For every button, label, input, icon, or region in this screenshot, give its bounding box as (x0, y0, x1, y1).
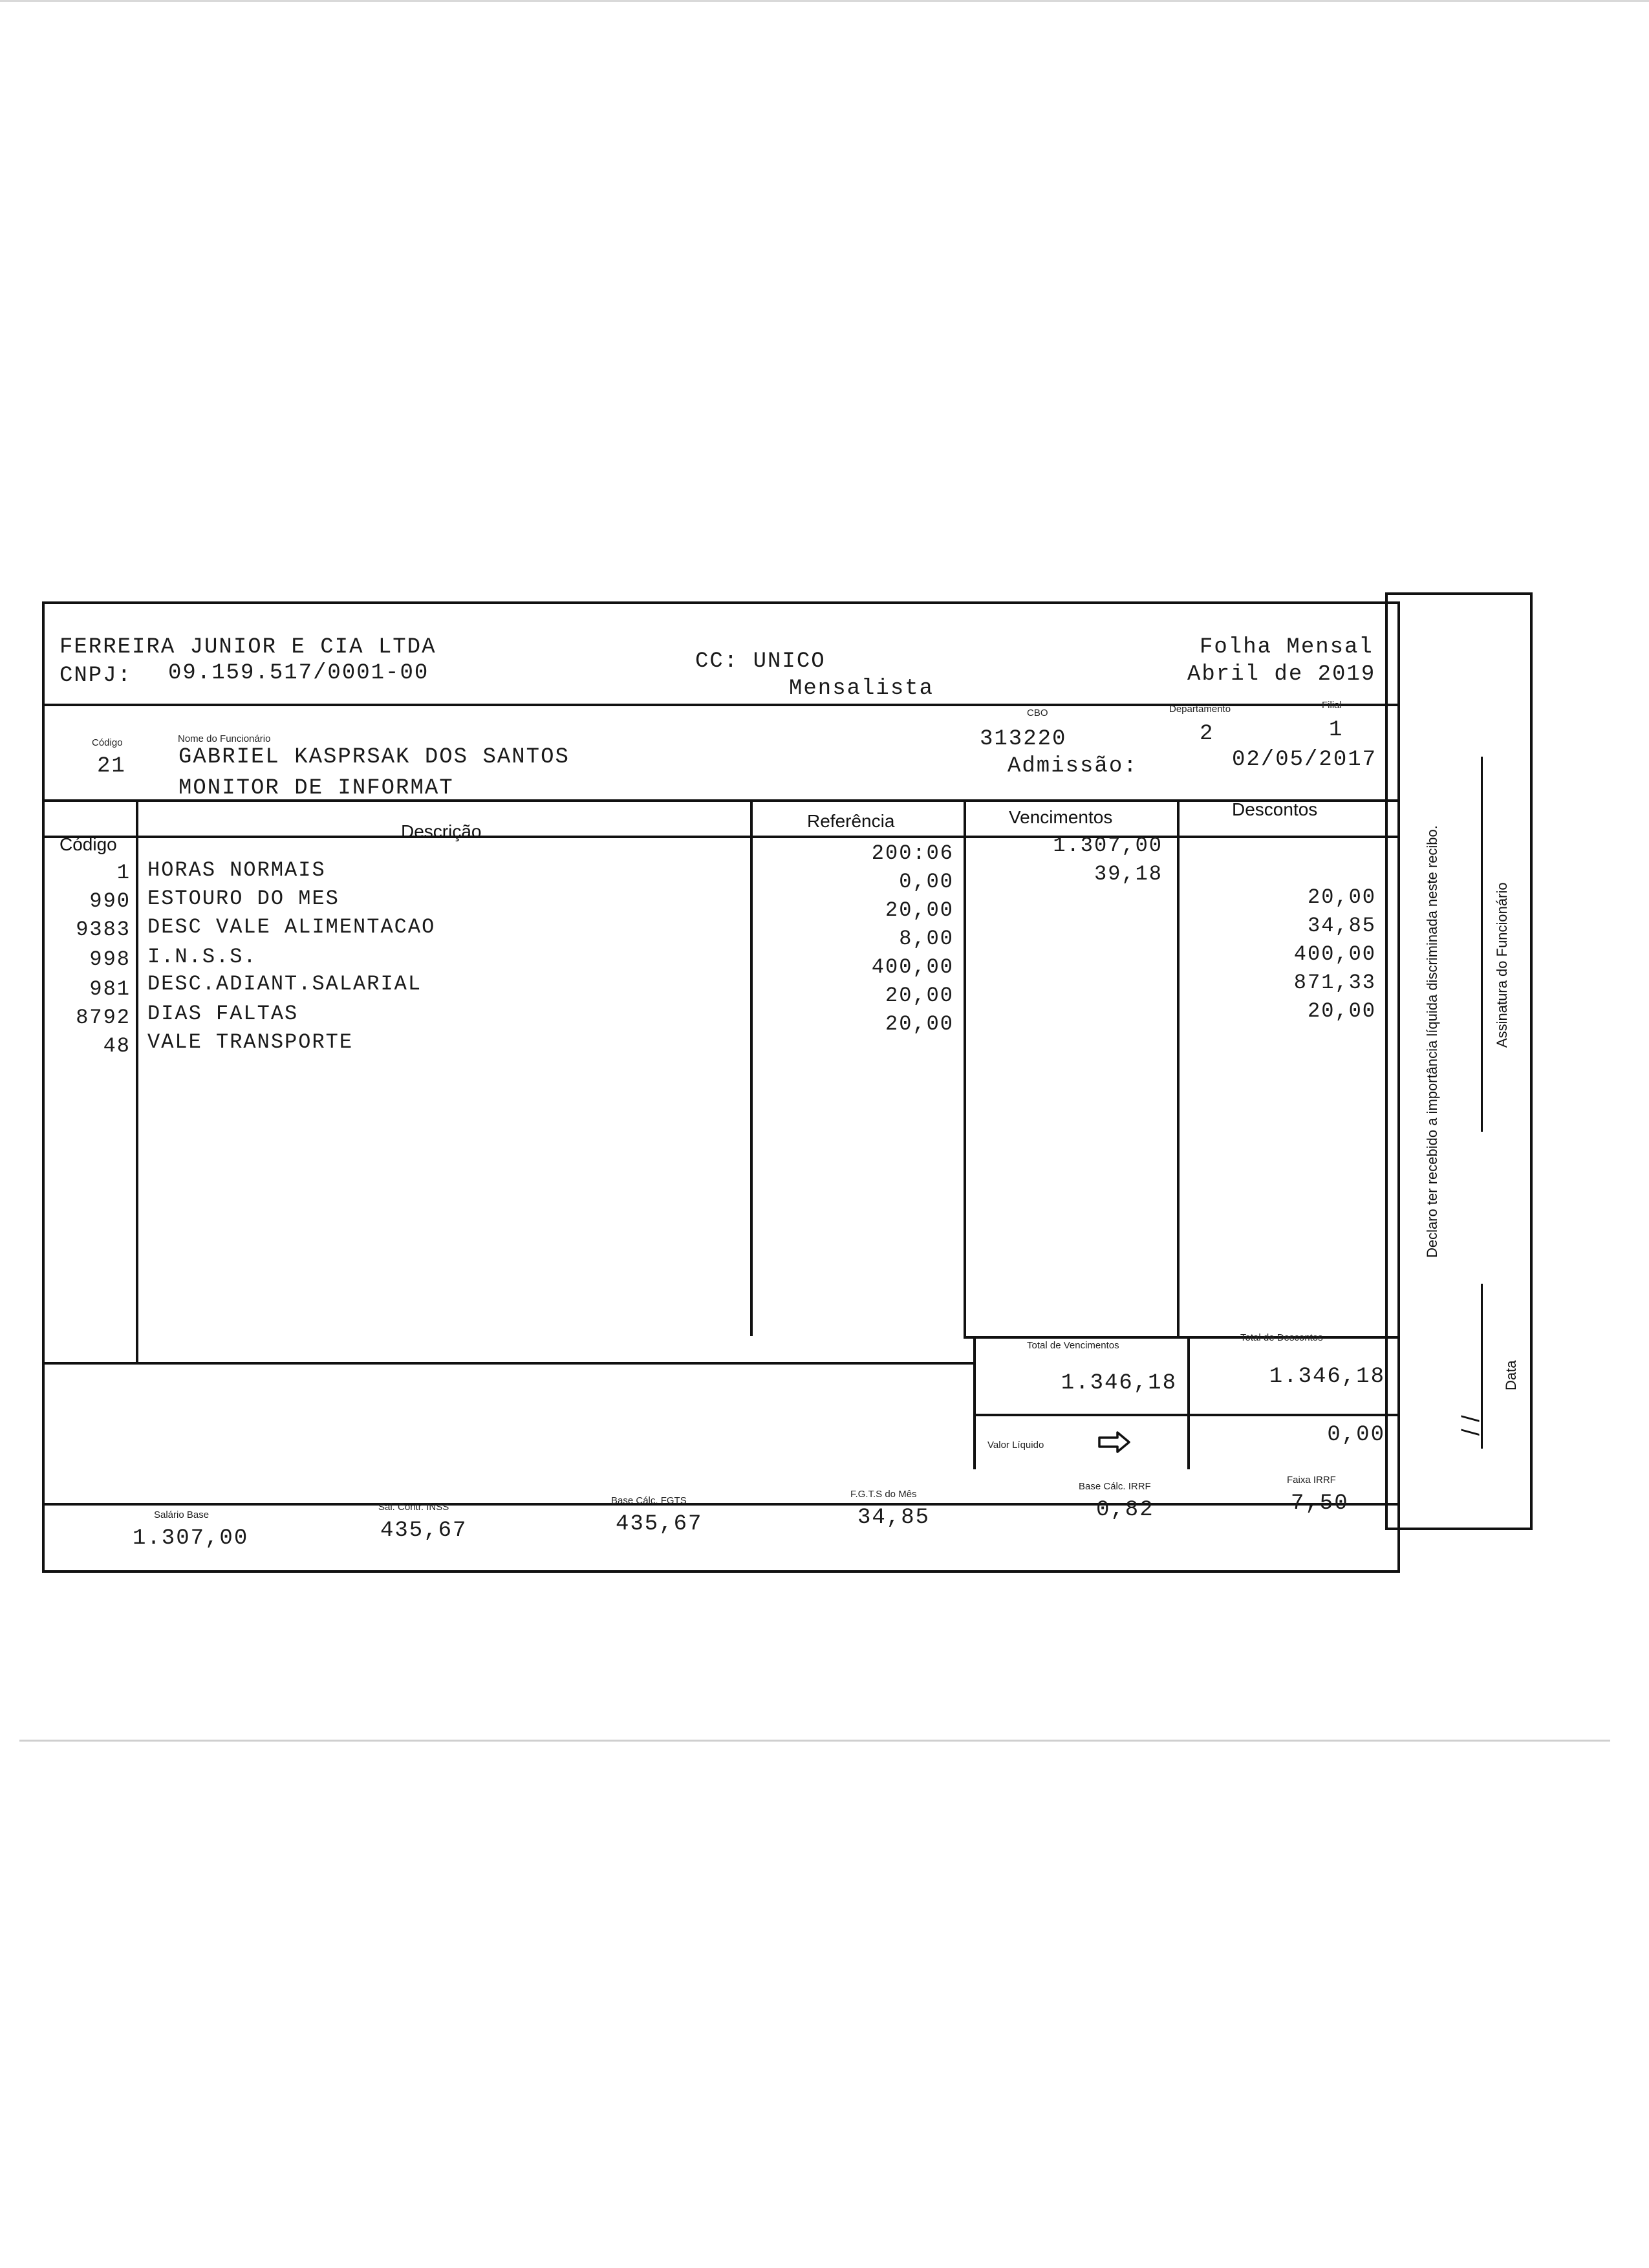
admission-date: 02/05/2017 (1232, 748, 1377, 772)
row-deductions (1203, 830, 1376, 859)
employee-code: 21 (97, 754, 126, 779)
signature-line (1481, 757, 1483, 1132)
employee-divider (43, 799, 1399, 802)
net-value: 0,00 (1327, 1423, 1385, 1447)
row-earnings (989, 1002, 1163, 1031)
row-description: DESC VALE ALIMENTACAO (147, 915, 436, 939)
row-reference: 400,00 (871, 955, 954, 979)
total-earnings: 1.346,18 (1061, 1371, 1177, 1396)
row-description: DESC.ADIANT.SALARIAL (147, 972, 422, 996)
row-code: 8792 (76, 1006, 131, 1030)
row-earnings (989, 974, 1163, 1002)
fgts-month: 34,85 (857, 1506, 931, 1530)
col-rule-code (136, 799, 138, 1362)
col-rule-reference (964, 799, 966, 1336)
row-reference: 200:06 (871, 841, 954, 865)
inss-base: 435,67 (380, 1518, 468, 1543)
employee-name: GABRIEL KASPRSAK DOS SANTOS (178, 745, 570, 770)
table-bottom-rule (43, 1362, 975, 1365)
totals-net-rule (973, 1414, 1399, 1416)
totals-left-rule (973, 1336, 976, 1469)
fgts-base-caption: Base Cálc. FGTS (611, 1495, 687, 1506)
row-code: 990 (89, 889, 131, 913)
row-description: I.N.S.S. (147, 945, 257, 969)
row-code: 1 (116, 861, 131, 885)
employee-category: Mensalista (789, 676, 934, 701)
row-earnings: 1.307,00 (1053, 834, 1163, 858)
cnpj-label: CNPJ: (59, 664, 133, 688)
col-rule-description (750, 799, 753, 1336)
period: Abril de 2019 (1187, 662, 1376, 687)
col-header-deductions: Descontos (1232, 799, 1318, 819)
cnpj-value: 09.159.517/0001-00 (168, 661, 429, 686)
fgts-month-caption: F.G.T.S do Mês (850, 1489, 917, 1500)
col-rule-earnings (1177, 799, 1180, 1336)
row-description: HORAS NORMAIS (147, 858, 326, 882)
row-code: 981 (89, 977, 131, 1001)
employee-role: MONITOR DE INFORMAT (178, 776, 454, 801)
row-description: ESTOURO DO MES (147, 887, 339, 911)
date-slashes: / / (1458, 1415, 1485, 1436)
row-reference: 20,00 (885, 984, 954, 1008)
department-caption: Departamento (1169, 704, 1231, 715)
fgts-base: 435,67 (616, 1512, 703, 1537)
irrf-band: 7,50 (1291, 1491, 1349, 1516)
scan-edge-top (0, 0, 1649, 2)
total-deductions-caption: Total de Descontos (1240, 1332, 1323, 1343)
base-salary-caption: Salário Base (154, 1509, 210, 1520)
row-description: VALE TRANSPORTE (147, 1030, 354, 1054)
cost-center: CC: UNICO (695, 649, 826, 674)
date-caption: Data (1503, 1360, 1519, 1390)
row-reference: 20,00 (885, 898, 954, 922)
col-header-code: Código (59, 834, 117, 854)
admission-label: Admissão: (1008, 754, 1138, 779)
row-deductions: 871,33 (1293, 971, 1376, 995)
col-header-description: Descrição (401, 821, 482, 841)
row-code: 48 (103, 1034, 131, 1058)
cbo-value: 313220 (980, 727, 1067, 751)
row-deductions: 34,85 (1307, 914, 1376, 938)
row-deductions: 400,00 (1293, 942, 1376, 966)
employee-name-caption: Nome do Funcionário (178, 733, 271, 744)
col-header-earnings: Vencimentos (1009, 807, 1113, 827)
row-earnings (989, 945, 1163, 974)
row-reference: 20,00 (885, 1012, 954, 1036)
sheet-type: Folha Mensal (1200, 635, 1374, 660)
row-deductions: 20,00 (1307, 999, 1376, 1023)
table-header-rule (43, 836, 1399, 838)
row-code: 998 (89, 947, 131, 971)
scan-edge-bottom (19, 1740, 1610, 1742)
irrf-base: 0,82 (1096, 1498, 1154, 1522)
irrf-base-caption: Base Cálc. IRRF (1079, 1481, 1151, 1492)
col-header-reference: Referência (807, 811, 895, 831)
base-salary: 1.307,00 (133, 1526, 249, 1551)
row-earnings: 39,18 (1094, 862, 1163, 886)
totals-mid-rule (1187, 1336, 1190, 1469)
company-name: FERREIRA JUNIOR E CIA LTDA (59, 635, 436, 660)
total-earnings-caption: Total de Vencimentos (1027, 1340, 1119, 1351)
signature-caption: Assinatura do Funcionário (1494, 882, 1510, 1048)
row-code: 9383 (76, 918, 131, 942)
row-deductions: 20,00 (1307, 885, 1376, 909)
footer-top-rule (43, 1503, 1399, 1506)
inss-base-caption: Sal. Contr. INSS (378, 1502, 449, 1513)
total-deductions: 1.346,18 (1269, 1365, 1385, 1389)
totals-top-rule (964, 1336, 1399, 1339)
cbo-caption: CBO (1027, 707, 1048, 718)
branch-value: 1 (1329, 718, 1344, 742)
net-value-caption: Valor Líquido (987, 1440, 1044, 1451)
irrf-band-caption: Faixa IRRF (1287, 1474, 1336, 1485)
department-value: 2 (1200, 722, 1214, 746)
row-reference: 0,00 (899, 870, 954, 894)
employee-code-caption: Código (92, 737, 123, 748)
row-description: DIAS FALTAS (147, 1002, 299, 1026)
receipt-declaration: Declaro ter recebido a importância líquida discriminada neste recibo. (1424, 825, 1440, 1258)
row-earnings (989, 917, 1163, 945)
branch-caption: Filial (1322, 700, 1342, 711)
row-reference: 8,00 (899, 927, 954, 951)
arrow-right-outline-icon (1098, 1431, 1132, 1454)
row-earnings (989, 889, 1163, 917)
